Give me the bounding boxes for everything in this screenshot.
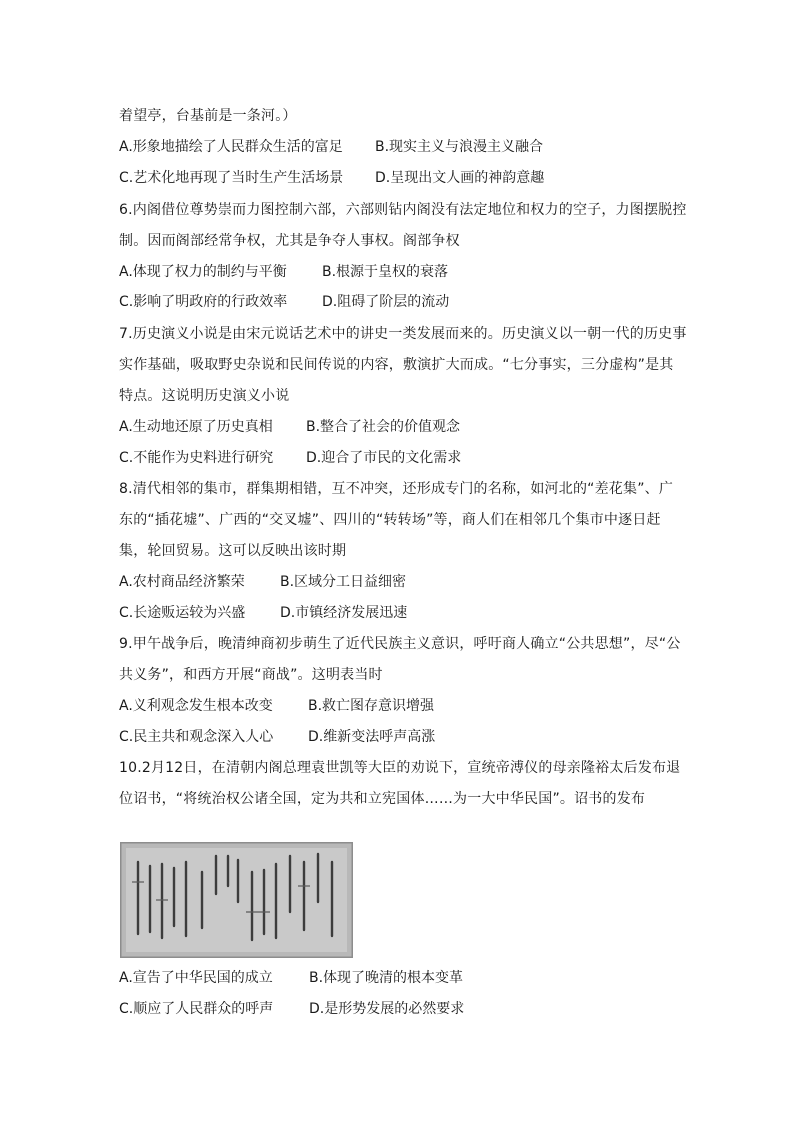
q10-option-c: C.顺应了人民群众的呼声 (119, 1001, 274, 1017)
q8-option-d: D.市镇经济发展迅速 (280, 605, 408, 621)
q7-stem-line-2: 实作基础，吸取野史杂说和民间传说的内容，敷演扩大而成。“七分事实，三分虚构”是其 (119, 357, 674, 373)
q8-stem-line-1: 8.清代相邻的集市，群集期相错，互不冲突，还形成专门的名称，如河北的“差花集”、广 (119, 481, 674, 497)
q7-option-c: C.不能作为史料进行研究 (119, 450, 274, 466)
q6-option-a: A.体现了权力的制约与平衡 (119, 264, 287, 280)
q6-option-b: B.根源于皇权的衰落 (322, 264, 449, 280)
q9-option-a: A.义利观念发生根本改变 (119, 698, 273, 714)
q7-option-d: D.迎合了市民的文化需求 (306, 450, 462, 466)
q7-stem-line-1: 7.历史演义小说是由宋元说话艺术中的讲史一类发展而来的。历史演义以一朝一代的历史事 (119, 326, 687, 342)
q7-stem-line-3: 特点。这说明历史演义小说 (119, 388, 290, 404)
q8-option-c: C.长途贩运较为兴盛 (119, 605, 246, 621)
q10-option-b: B.体现了晚清的根本变革 (309, 970, 464, 986)
q6-option-d: D.阻碍了阶层的流动 (322, 294, 450, 310)
q10-stem-line-1: 10.2月12日，在清朝内阁总理袁世凯等大臣的劝说下，宣统帝溥仪的母亲隆裕太后发布退 (119, 760, 681, 776)
abdication-edict-photo (120, 842, 353, 958)
q8-option-a: A.农村商品经济繁荣 (119, 574, 245, 590)
q5-option-b: B.现实主义与浪漫主义融合 (375, 139, 544, 155)
q6-stem-line-1: 6.内阁借位尊势崇而力图控制六部，六部则钻内阁没有法定地位和权力的空子，力图摆脱控 (119, 202, 687, 218)
q6-stem-line-2: 制。因而阁部经常争权，尤其是争夺人事权。阁部争权 (119, 233, 460, 249)
question-5-stem-tail: 着望亭，台基前是一条河。） (119, 108, 297, 124)
q9-option-d: D.维新变法呼声高涨 (308, 729, 436, 745)
q9-stem-line-2: 共义务”，和西方开展“商战”。这明表当时 (119, 667, 383, 683)
q8-stem-line-2: 东的“插花墟”、广西的“交叉墟”、四川的“转转场”等，商人们在相邻几个集市中逐日赶 (119, 512, 661, 528)
q7-option-b: B.整合了社会的价值观念 (306, 419, 461, 435)
q7-option-a: A.生动地还原了历史真相 (119, 419, 273, 435)
q5-option-a: A.形象地描绘了人民群众生活的富足 (119, 139, 343, 155)
q8-option-b: B.区域分工日益细密 (280, 574, 407, 590)
q9-option-c: C.民主共和观念深入人心 (119, 729, 274, 745)
q5-option-c: C.艺术化地再现了当时生产生活场景 (119, 170, 344, 186)
q9-option-b: B.救亡图存意识增强 (308, 698, 435, 714)
q10-option-a: A.宣告了中华民国的成立 (119, 970, 273, 986)
q5-option-d: D.呈现出文人画的神韵意趣 (375, 170, 545, 186)
q8-stem-line-3: 集，轮回贸易。这可以反映出该时期 (119, 543, 347, 559)
q6-option-c: C.影响了明政府的行政效率 (119, 294, 288, 310)
edict-document-image (120, 842, 353, 958)
q9-stem-line-1: 9.甲午战争后，晚清绅商初步萌生了近代民族主义意识，呼吁商人确立“公共思想”，尽“公 (119, 636, 681, 652)
q10-option-d: D.是形势发展的必然要求 (309, 1001, 465, 1017)
q10-stem-line-2: 位诏书，“将统治权公诸全国，定为共和立宪国体……为一大中华民国”。诏书的发布 (119, 791, 646, 807)
